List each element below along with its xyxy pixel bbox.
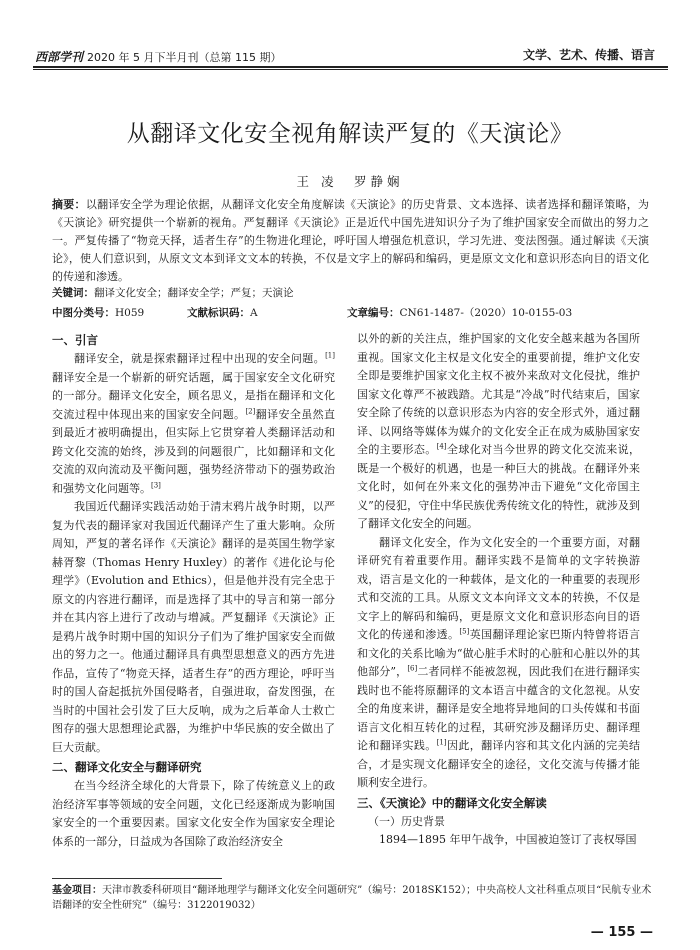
keywords-label: 关键词： bbox=[52, 287, 94, 299]
header-rule-thin bbox=[33, 69, 668, 70]
paragraph: 以外的新的关注点，维护国家的文化安全越来越为各国所重视。国家文化主权是文化安全的重要前提，维护文化安全即是要维护国家文化主权不被外来敌对文化侵扰，维护国家文化尊严不被践踏。尤其是“冷战”时代结束后，国家安全除了传统的以意识形态为内容的安全形式外，通过翻译、以网络等媒体为媒介的文化安全正在成为威胁国家安全的主要形态。[4]全球化对当今世界的跨文化交流来说，既是一个极好的机遇，也是一种巨大的挑战。在翻译外来文化时，如何在外来文化的强势冲击下避免“文化帝国主义”的侵犯，守住中华民族优秀传统文化的特性，就涉及到了翻译文化安全的问题。 bbox=[357, 332, 641, 530]
funding-label: 基金项目： bbox=[52, 885, 102, 896]
subsection-heading: （一）历史背景 bbox=[368, 814, 445, 828]
keywords bbox=[52, 285, 649, 300]
funding-text: 天津市教委科研项目“翻译地理学与翻译文化安全问题研究”（编号：2018SK152）；中央高校人文社科重点项目“民航专业术语翻译的安全性研究”（编号：3122019032） bbox=[52, 885, 652, 911]
authors: 王 凌 罗静娴 bbox=[296, 174, 404, 189]
abstract-text: 以翻译安全学为理论依据，从翻译文化安全角度解读《天演论》的历史背景、文本选择、读者选择和翻译策略，为《天演论》研究提供一个崭新的视角。严复翻译《天演论》正是近代中国先进知识分子为了维护国家安全而做出的努力之一。严复传播了“物竞天择，适者生存”的生物进化理论，呼吁国人增强危机意识，学习先进、变法图强。通过解读《天演论》，使人们意识到，从原文文本到译文文本的转换，不仅是文字上的解码和编码，更是原文文化和意识形态向目的语文化的传递和渗透。 bbox=[52, 198, 650, 283]
paragraph: 1894—1895 年甲午战争，中国被迫签订了丧权辱国 bbox=[379, 833, 637, 846]
citation: [2] bbox=[245, 406, 256, 415]
paragraph: 我国近代翻译实践活动始于清末鸦片战争时期，以严复为代表的翻译家对我国近代翻译产生了重大影响。众所周知，严复的著名译作《天演论》翻译的是英国生物学家赫胥黎（Thomas Henry Huxley）的著作《进化论与伦理学》（Evolution and Ethics），但是他并没有完全忠于原文的内容进行翻译，而是选择了其中的导言和第一部分并在其内容上进行了改动与增减。严复翻译《天演论》正是鸦片战争时期中国的知识分子们为了维护国家安全而做出的努力之一。他通过翻译具有典型思想意义的西方先进作品，宣传了“物竞天择，适者生存”的西方理论，呼吁当时的国人奋起抵抗外国侵略者，自强进取，奋发图强，在当时的中国社会引发了巨大反响，成为之后革命人士救亡图存的强大思想理论武器，为维护中华民族的安全做出了巨大贡献。 bbox=[52, 500, 335, 754]
article-number: 文章编号：CN61-1487-（2020）10-0155-03 bbox=[347, 307, 573, 319]
section-heading-3: 三、《天演论》中的翻译文化安全解读 bbox=[357, 795, 547, 810]
body-column-left bbox=[52, 330, 335, 851]
journal-logo: 西部学刊 bbox=[35, 50, 84, 64]
running-header-section: 文学、艺术、传播、语言 bbox=[522, 48, 655, 62]
citation: [1] bbox=[325, 351, 335, 360]
citation: [6] bbox=[407, 664, 418, 673]
issue-info: 2020 年 5 月下半月刊（总第 115 期） bbox=[87, 51, 282, 64]
citation: [1] bbox=[436, 738, 447, 747]
article-title: 从翻译文化安全视角解读严复的《天演论》 bbox=[126, 121, 574, 147]
document-code: 文献标识码：A bbox=[187, 307, 258, 319]
citation: [5] bbox=[459, 627, 470, 636]
running-header-issue bbox=[35, 48, 282, 65]
keywords-text: 翻译文化安全；翻译安全学；严复；天演论 bbox=[94, 287, 294, 299]
paragraph: 翻译文化安全，作为文化安全的一个重要方面，对翻译研究有着重要作用。翻译实践不是简单的文字转换游戏，语言是文化的一种载体，是文化的一种重要的表现形式和交流的工具。从原文文本向译文文本的转换，不仅是文字上的解码和编码，更是原文文化和意识形态向目的语文化的传递和渗透。[5]英国翻译理论家巴斯内特曾将语言和文化的关系比喻为“做心脏手术时的心脏和心脏以外的其他部分”，[6]二者同样不能被忽视，因此我们在进行翻译实践时也不能将原翻译的文本语言中蕴含的文化忽视。从安全的角度来讲，翻译是安全地将异地间的口头传媒和书面语言文化相互转化的过程，其研究涉及翻译历史、翻译理论和翻译实践。[1]因此，翻译内容和其文化内涵的完美结合，才是实现文化翻译安全的途径，文化交流与传播才能顺利安全进行。 bbox=[357, 535, 641, 789]
abstract bbox=[52, 196, 649, 286]
section-heading-intro: 一、引言 bbox=[52, 333, 98, 347]
footnote-rule bbox=[52, 878, 222, 879]
paragraph: 在当今经济全球化的大背景下，除了传统意义上的政治经济军事等领域的安全问题，文化已经逐渐成为影响国家安全的一个重要因素。国家文化安全作为国家安全理论体系的一部分，日益成为各国除了政治经济安全 bbox=[52, 779, 335, 848]
header-rule bbox=[33, 66, 668, 68]
abstract-label: 摘要： bbox=[52, 198, 86, 211]
page-number: — 155 — bbox=[590, 925, 653, 940]
body-column-right bbox=[357, 330, 640, 850]
citation: [3] bbox=[151, 480, 161, 489]
paragraph: 翻译安全，就是探索翻译过程中出现的安全问题。[1]翻译安全是一个崭新的研究话题，属于国家安全文化研究的一部分。翻译文化安全，顾名思义，是指在翻译和文化交流过程中体现出来的国家安全问题。[2]翻译安全虽然直到最近才被明确提出，但实际上它贯穿着人类翻译活动和跨文化交流的始终，涉及到的问题很广，比如翻译和文化交流的双向流动及平衡问题，强势经济带动下的强势政治和强势文化问题等。[3] bbox=[52, 351, 336, 495]
funding-note bbox=[52, 883, 652, 913]
clc-number: 中图分类号：H059 bbox=[52, 307, 145, 319]
citation: [4] bbox=[436, 442, 447, 451]
section-heading-2: 二、翻译文化安全与翻译研究 bbox=[52, 760, 202, 774]
